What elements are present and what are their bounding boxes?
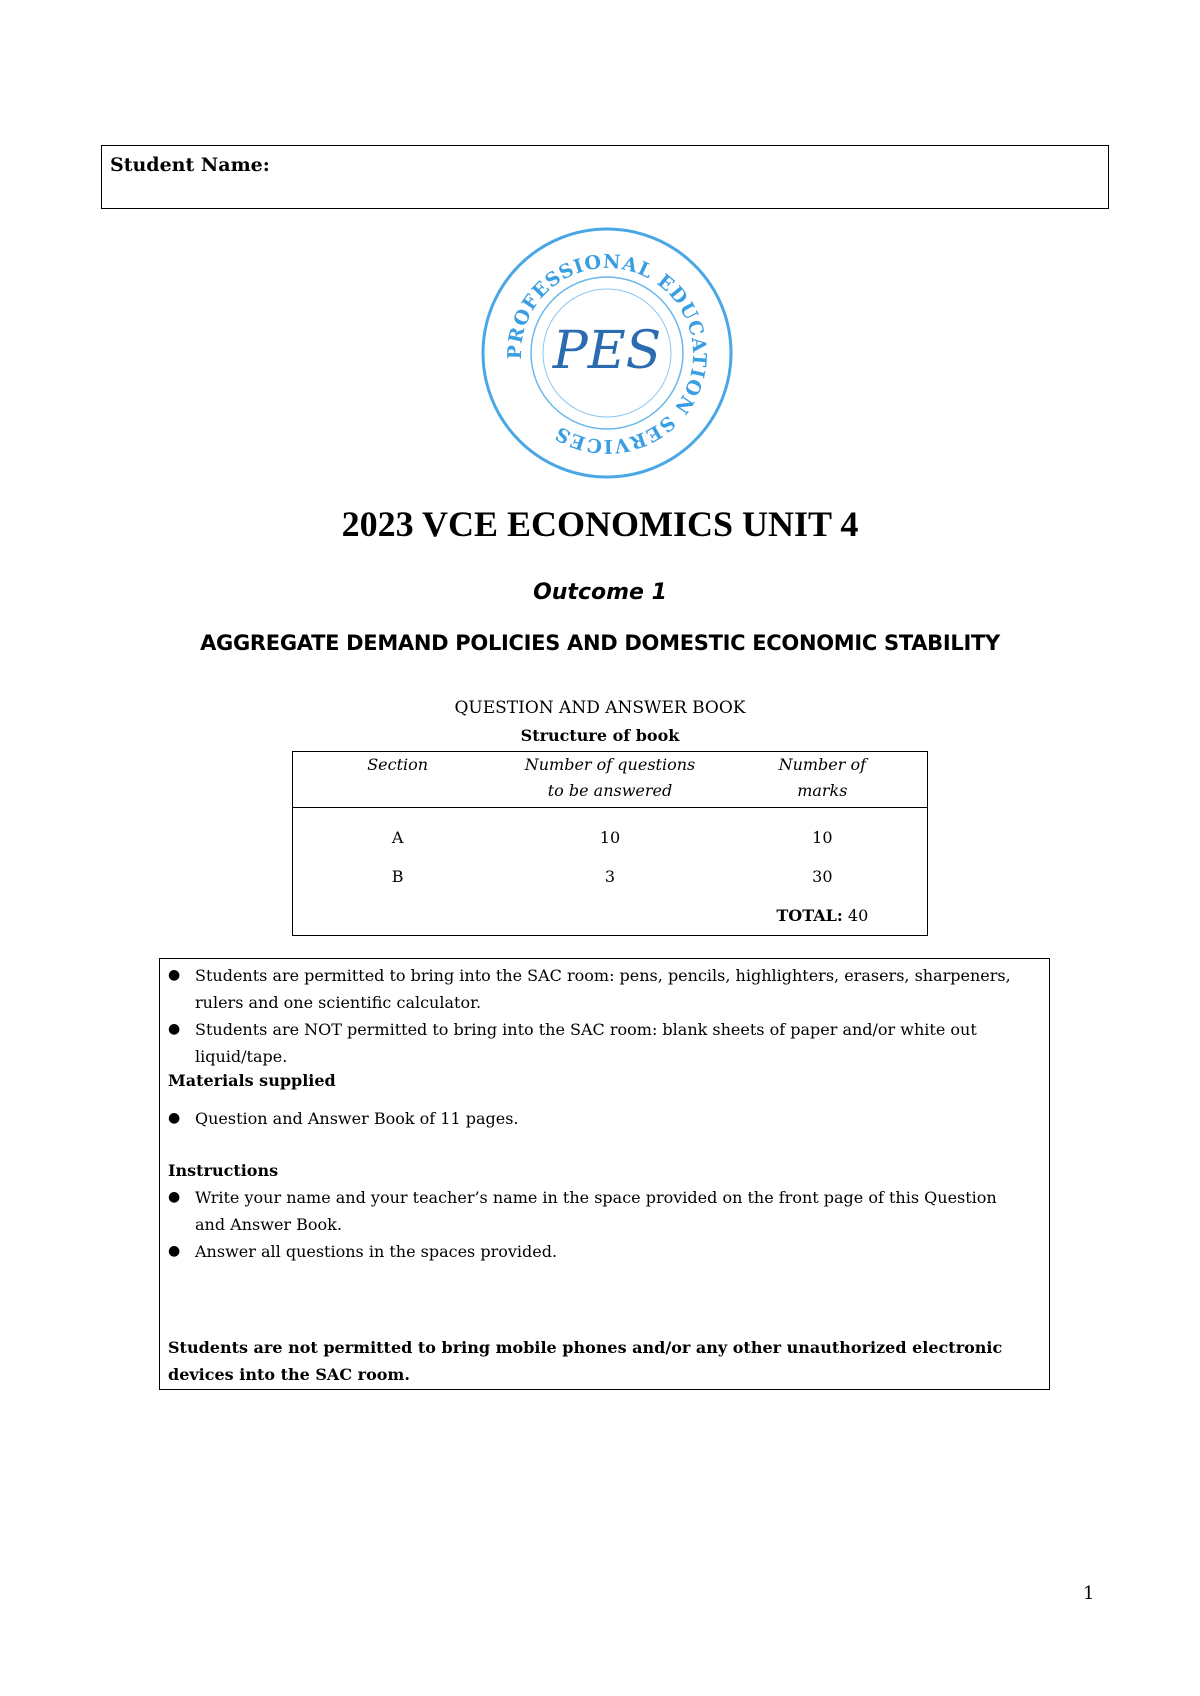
list-item: ● Question and Answer Book of 11 pages. xyxy=(168,1105,1028,1132)
structure-heading: Structure of book xyxy=(520,726,680,745)
logo-ring-text: PROFESSIONAL EDUCATION SERVICES xyxy=(503,250,711,458)
row-marks: 30 xyxy=(812,867,833,886)
materials-list xyxy=(168,1105,1028,1132)
bullet-icon: ● xyxy=(168,967,181,983)
student-name-label: Student Name: xyxy=(110,154,270,176)
total-label: TOTAL: xyxy=(776,906,843,925)
page-number: 1 xyxy=(1083,1583,1095,1604)
mobile-warning: Students are not permitted to bring mobile phones and/or any other unauthorized electronic devices into the SAC room. xyxy=(168,1338,1003,1384)
instructions-box xyxy=(159,958,1050,1390)
structure-header-row xyxy=(293,752,928,808)
header-questions: Number of questions to be answered xyxy=(502,752,717,808)
bullet-icon: ● xyxy=(168,1243,181,1259)
document-title: 2023 VCE ECONOMICS UNIT 4 xyxy=(341,504,859,544)
table-row xyxy=(293,857,928,896)
list-item: ● Students are permitted to bring into the SAC room: pens, pencils, highlighters, erasers, sharpeners, rulers and one scientific calculator. xyxy=(168,962,1028,1016)
list-item: ● Students are NOT permitted to bring into the SAC room: blank sheets of paper and/or white out liquid/tape. xyxy=(168,1016,1028,1070)
header-marks: Number of marks xyxy=(718,752,928,808)
total-value: 40 xyxy=(847,906,869,925)
student-name-box[interactable] xyxy=(101,145,1109,209)
list-item: ● Write your name and your teacher’s name in the space provided on the front page of this Question and Answer Book. xyxy=(168,1184,1028,1238)
bullet-icon: ● xyxy=(168,1189,181,1205)
instructions-heading: Instructions xyxy=(168,1161,279,1180)
row-questions: 3 xyxy=(604,867,616,886)
bullet-icon: ● xyxy=(168,1021,181,1037)
row-section: A xyxy=(391,828,404,847)
outcome-heading: Outcome 1 xyxy=(533,580,667,605)
permitted-items-list xyxy=(168,962,1028,1070)
table-row xyxy=(293,808,928,858)
row-section: B xyxy=(391,867,404,886)
structure-table xyxy=(292,751,928,936)
header-section: Section xyxy=(293,752,503,808)
pes-logo xyxy=(475,222,739,484)
logo-monogram: PES xyxy=(552,321,662,381)
total-row xyxy=(293,896,928,936)
instructions-list xyxy=(168,1184,1028,1265)
list-item: ● Answer all questions in the spaces provided. xyxy=(168,1238,1028,1265)
bullet-icon: ● xyxy=(168,1110,181,1126)
qa-book-heading: QUESTION AND ANSWER BOOK xyxy=(454,698,746,718)
materials-heading: Materials supplied xyxy=(168,1071,336,1090)
row-questions: 10 xyxy=(599,828,621,847)
row-marks: 10 xyxy=(812,828,833,847)
outcome-subtitle: AGGREGATE DEMAND POLICIES AND DOMESTIC ECONOMIC STABILITY xyxy=(200,631,1000,655)
